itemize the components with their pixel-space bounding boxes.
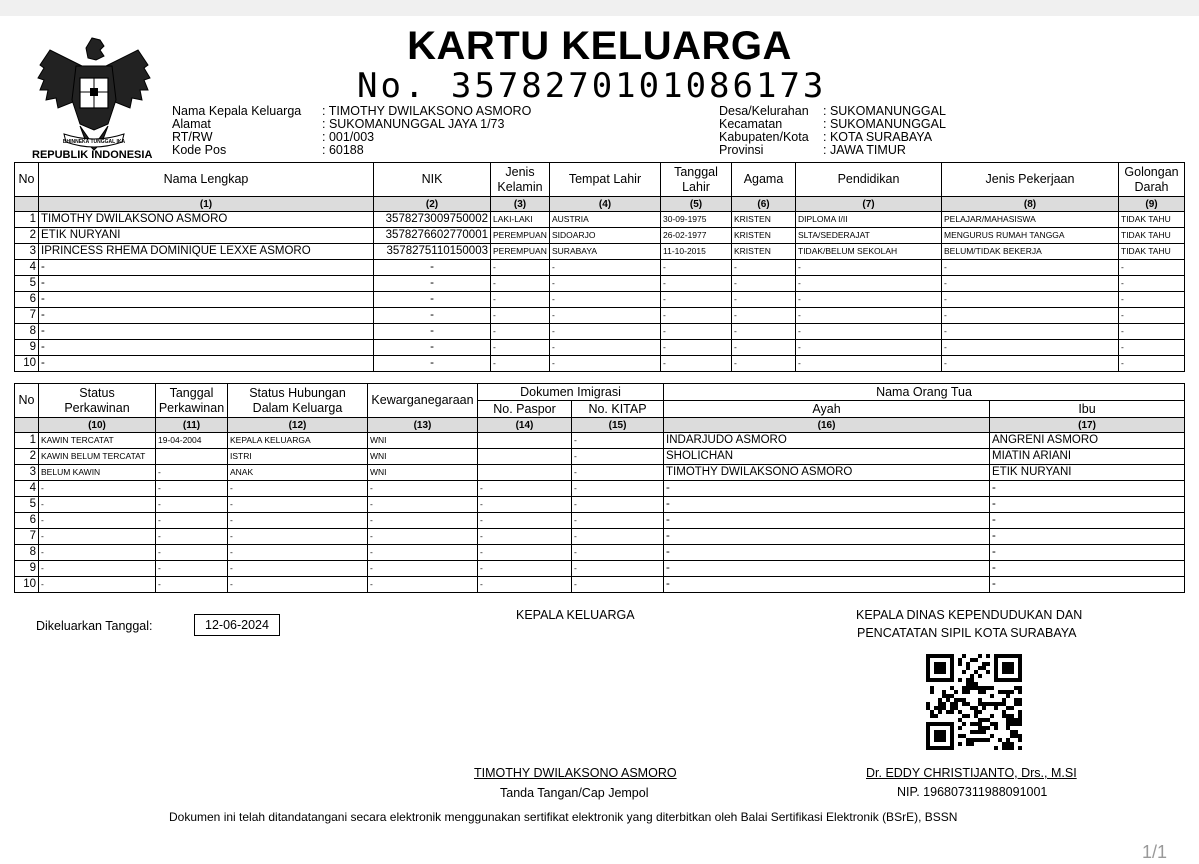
official-nip: NIP. 196807311988091001 (897, 785, 1048, 799)
dinas-title-line-1: KEPALA DINAS KEPENDUDUKAN DAN (856, 608, 1083, 622)
table-cell: - (491, 292, 550, 308)
col-number: (11) (156, 418, 228, 433)
table-cell: - (942, 308, 1119, 324)
table-cell: DIPLOMA I/II (796, 212, 942, 228)
table-cell: 26-02-1977 (661, 228, 732, 244)
col-number: (10) (39, 418, 156, 433)
col-header: Tanggal Perkawinan (156, 384, 228, 418)
issued-label: Dikeluarkan Tanggal: (36, 619, 153, 633)
table-cell: - (990, 513, 1185, 529)
table-cell: SIDOARJO (550, 228, 661, 244)
table-cell: - (374, 276, 491, 292)
table-cell: - (550, 276, 661, 292)
table-cell: - (156, 561, 228, 577)
table-cell: TIDAK TAHU (1119, 228, 1185, 244)
table-cell: BELUM KAWIN (39, 465, 156, 481)
col-header: Pendidikan (796, 163, 942, 197)
table-cell: - (478, 497, 572, 513)
table-cell: - (478, 513, 572, 529)
table-cell: - (732, 356, 796, 372)
table-cell: - (732, 340, 796, 356)
col-header: Ayah (664, 401, 990, 418)
table-cell: - (374, 356, 491, 372)
info-label: RT/RW (172, 130, 213, 144)
family-status-table (14, 383, 1185, 593)
info-right-values (823, 105, 946, 157)
table-cell: - (732, 308, 796, 324)
table-cell: - (661, 340, 732, 356)
num-cell (15, 197, 39, 212)
col-header: Golongan Darah (1119, 163, 1185, 197)
table-cell: - (661, 356, 732, 372)
table-cell: - (478, 481, 572, 497)
table-cell: - (942, 324, 1119, 340)
kepala-keluarga-sub: Tanda Tangan/Cap Jempol (500, 786, 649, 800)
col-header: No (15, 384, 39, 418)
table-row (15, 276, 1185, 292)
table-row (15, 513, 1185, 529)
table-cell: - (478, 529, 572, 545)
kk-number: No. 3578270101086173 (357, 66, 827, 106)
table-cell: MIATIN ARIANI (990, 449, 1185, 465)
table-cell: - (732, 276, 796, 292)
table-cell: 3 (15, 465, 39, 481)
col-header: Jenis Kelamin (491, 163, 550, 197)
table-cell: - (550, 324, 661, 340)
qr-code-icon (926, 654, 1022, 750)
col-header: No (15, 163, 39, 197)
info-label: Nama Kepala Keluarga (172, 104, 302, 118)
table-cell: - (572, 577, 664, 593)
table-cell: 5 (15, 276, 39, 292)
table-cell: - (661, 260, 732, 276)
table-cell: - (1119, 340, 1185, 356)
table-cell: 7 (15, 529, 39, 545)
table-row (15, 212, 1185, 228)
table-cell: SURABAYA (550, 244, 661, 260)
col-number: (7) (796, 197, 942, 212)
table-cell: 8 (15, 545, 39, 561)
table-cell: TIDAK TAHU (1119, 244, 1185, 260)
table-cell: - (374, 324, 491, 340)
col-header: Nama Orang Tua (664, 384, 1185, 401)
col-number: (15) (572, 418, 664, 433)
table-cell: 4 (15, 481, 39, 497)
table-cell: - (478, 545, 572, 561)
table-cell: - (661, 324, 732, 340)
info-value: : KOTA SURABAYA (823, 130, 933, 144)
col-number: (4) (550, 197, 661, 212)
table-cell: 2 (15, 228, 39, 244)
table-cell: 1 (15, 212, 39, 228)
table-row (15, 433, 1185, 449)
table-cell: - (228, 481, 368, 497)
table-cell: - (478, 561, 572, 577)
issued-date: 12-06-2024 (194, 614, 280, 636)
info-value: : JAWA TIMUR (823, 143, 906, 157)
table-cell: - (572, 465, 664, 481)
info-value: : 60188 (322, 143, 364, 157)
table-cell: KRISTEN (732, 244, 796, 260)
table-cell: ANGRENI ASMORO (990, 433, 1185, 449)
dinas-title-line-2: PENCATATAN SIPIL KOTA SURABAYA (857, 626, 1077, 640)
kk-document (0, 16, 1199, 864)
col-number: (9) (1119, 197, 1185, 212)
table-cell: - (228, 577, 368, 593)
info-left-labels (172, 105, 301, 157)
table-row (15, 260, 1185, 276)
info-label: Provinsi (719, 143, 764, 157)
table-cell: - (990, 497, 1185, 513)
table-cell: - (39, 324, 374, 340)
e-signature-note: Dokumen ini telah ditandatangani secara elektronik menggunakan sertifikat elektronik yang diterbitkan oleh Balai Sertifikasi Elektronik (BSrE), BSSN (169, 810, 958, 824)
table-row (15, 356, 1185, 372)
table-cell: - (572, 481, 664, 497)
table-cell: - (228, 561, 368, 577)
table-cell: - (368, 577, 478, 593)
table-cell: - (39, 276, 374, 292)
table-cell: - (228, 513, 368, 529)
table-cell: ANAK (228, 465, 368, 481)
table-cell: IPRINCESS RHEMA DOMINIQUE LEXXE ASMORO (39, 244, 374, 260)
col-header: Nama Lengkap (39, 163, 374, 197)
table-row (15, 308, 1185, 324)
col-header: Status Perkawinan (39, 384, 156, 418)
table-row (15, 449, 1185, 465)
table-cell: - (491, 340, 550, 356)
table-cell: - (156, 481, 228, 497)
table-cell: - (664, 497, 990, 513)
col-header: NIK (374, 163, 491, 197)
table-cell: 3578275110150003 (374, 244, 491, 260)
table-cell: 10 (15, 356, 39, 372)
info-label: Kecamatan (719, 117, 783, 131)
table-cell: - (368, 545, 478, 561)
table-cell: - (942, 260, 1119, 276)
col-number: (17) (990, 418, 1185, 433)
table-cell: - (572, 513, 664, 529)
col-number: (3) (491, 197, 550, 212)
table-cell: - (39, 308, 374, 324)
table-cell: - (156, 529, 228, 545)
info-right-labels (719, 105, 809, 157)
table-cell: TIMOTHY DWILAKSONO ASMORO (39, 212, 374, 228)
table-cell: - (550, 260, 661, 276)
table-cell: ISTRI (228, 449, 368, 465)
table-cell: - (156, 465, 228, 481)
table-cell: ETIK NURYANI (990, 465, 1185, 481)
table-cell: 7 (15, 308, 39, 324)
table-cell: - (661, 276, 732, 292)
table-cell: - (796, 356, 942, 372)
table-row (15, 561, 1185, 577)
col-header: Tempat Lahir (550, 163, 661, 197)
table-cell: - (664, 513, 990, 529)
table-cell: - (39, 340, 374, 356)
col-number: (2) (374, 197, 491, 212)
table-cell: - (1119, 356, 1185, 372)
table-cell: 6 (15, 292, 39, 308)
table-cell: WNI (368, 465, 478, 481)
page-indicator: 1/1 (1141, 842, 1167, 862)
table-cell: INDARJUDO ASMORO (664, 433, 990, 449)
col-number: (12) (228, 418, 368, 433)
table-cell: - (491, 356, 550, 372)
info-label: Kode Pos (172, 143, 227, 157)
col-number: (14) (478, 418, 572, 433)
table-cell: KEPALA KELUARGA (228, 433, 368, 449)
table-cell: 3 (15, 244, 39, 260)
table-cell: - (550, 308, 661, 324)
info-value: : SUKOMANUNGGAL (823, 117, 946, 131)
table-cell: - (156, 497, 228, 513)
table-cell: - (156, 577, 228, 593)
table-cell: - (1119, 308, 1185, 324)
table-cell: - (228, 545, 368, 561)
table-cell: - (942, 276, 1119, 292)
num-cell (15, 418, 39, 433)
table-cell: - (664, 577, 990, 593)
table-cell: - (491, 276, 550, 292)
table-cell: LAKI-LAKI (491, 212, 550, 228)
col-number: (1) (39, 197, 374, 212)
table-cell: - (732, 260, 796, 276)
table-cell: 8 (15, 324, 39, 340)
info-value: : 001/003 (322, 130, 375, 144)
family-members-table (14, 162, 1185, 372)
table-cell: - (990, 481, 1185, 497)
table-row (15, 481, 1185, 497)
table-cell: - (796, 324, 942, 340)
table-cell: - (664, 561, 990, 577)
table-cell: - (491, 260, 550, 276)
table-cell: - (796, 292, 942, 308)
table-cell: - (39, 292, 374, 308)
table-row (15, 228, 1185, 244)
table-cell: - (796, 340, 942, 356)
table-cell: - (942, 340, 1119, 356)
table-cell: 3578276602770001 (374, 228, 491, 244)
table-cell: - (664, 481, 990, 497)
table-cell: - (368, 497, 478, 513)
table-cell: - (796, 308, 942, 324)
table-cell: - (942, 356, 1119, 372)
col-header: Tanggal Lahir (661, 163, 732, 197)
info-label: Kabupaten/Kota (719, 130, 809, 144)
col-header: Status Hubungan Dalam Keluarga (228, 384, 368, 418)
col-number: (13) (368, 418, 478, 433)
table-cell: - (39, 481, 156, 497)
col-header: Ibu (990, 401, 1185, 418)
table-cell: - (368, 481, 478, 497)
table-cell: - (661, 308, 732, 324)
table-cell: - (550, 356, 661, 372)
table-cell: - (796, 260, 942, 276)
col-header: Dokumen Imigrasi (478, 384, 664, 401)
emblem-caption: REPUBLIK INDONESIA (32, 149, 153, 161)
table-cell: - (374, 340, 491, 356)
table-cell: - (368, 529, 478, 545)
table-cell: TIDAK/BELUM SEKOLAH (796, 244, 942, 260)
table-cell: 6 (15, 513, 39, 529)
table-cell: - (990, 545, 1185, 561)
table-cell: - (664, 545, 990, 561)
table-cell: PEREMPUAN (491, 228, 550, 244)
table-cell: SHOLICHAN (664, 449, 990, 465)
table-row (15, 465, 1185, 481)
table-cell: AUSTRIA (550, 212, 661, 228)
official-name: Dr. EDDY CHRISTIJANTO, Drs., M.SI (866, 766, 1077, 780)
table-cell: 10 (15, 577, 39, 593)
table-cell: KAWIN TERCATAT (39, 433, 156, 449)
table-row (15, 529, 1185, 545)
table-cell: - (491, 324, 550, 340)
table-cell: KAWIN BELUM TERCATAT (39, 449, 156, 465)
table-cell: - (39, 260, 374, 276)
table-cell: - (156, 545, 228, 561)
table-cell: - (39, 529, 156, 545)
table-cell: SLTA/SEDERAJAT (796, 228, 942, 244)
table-cell: - (572, 561, 664, 577)
info-label: Desa/Kelurahan (719, 104, 809, 118)
table-row (15, 497, 1185, 513)
table-row (15, 577, 1185, 593)
table-cell: - (374, 308, 491, 324)
table-cell: - (550, 292, 661, 308)
table-cell (478, 433, 572, 449)
table-cell: TIMOTHY DWILAKSONO ASMORO (664, 465, 990, 481)
table-cell: - (572, 529, 664, 545)
table-cell: - (572, 449, 664, 465)
table-cell: - (732, 324, 796, 340)
table-cell: MENGURUS RUMAH TANGGA (942, 228, 1119, 244)
table-cell: ETIK NURYANI (39, 228, 374, 244)
table-cell (156, 449, 228, 465)
table-cell: - (664, 529, 990, 545)
table-cell: - (228, 497, 368, 513)
table-row (15, 324, 1185, 340)
table-cell: - (1119, 260, 1185, 276)
table-cell: - (942, 292, 1119, 308)
table-cell: - (491, 308, 550, 324)
table-cell: WNI (368, 449, 478, 465)
table-cell: 1 (15, 433, 39, 449)
table-cell: - (550, 340, 661, 356)
col-header: Agama (732, 163, 796, 197)
table-cell: - (1119, 324, 1185, 340)
table-cell: TIDAK TAHU (1119, 212, 1185, 228)
table-cell: - (990, 529, 1185, 545)
table-cell: - (478, 577, 572, 593)
table-cell: - (39, 545, 156, 561)
col-header: No. Paspor (478, 401, 572, 418)
table-cell: 9 (15, 340, 39, 356)
table-cell: - (39, 513, 156, 529)
table-cell: - (990, 577, 1185, 593)
table-cell: BELUM/TIDAK BEKERJA (942, 244, 1119, 260)
col-number: (16) (664, 418, 990, 433)
col-number: (8) (942, 197, 1119, 212)
table-cell: - (39, 561, 156, 577)
table-cell: - (1119, 276, 1185, 292)
table-cell: - (796, 276, 942, 292)
kepala-keluarga-name: TIMOTHY DWILAKSONO ASMORO (474, 766, 677, 780)
table-cell: - (990, 561, 1185, 577)
info-label: Alamat (172, 117, 211, 131)
table-cell: - (228, 529, 368, 545)
info-value: : SUKOMANUNGGAL (823, 104, 946, 118)
table-cell: - (1119, 292, 1185, 308)
col-header: Jenis Pekerjaan (942, 163, 1119, 197)
table-cell: KRISTEN (732, 212, 796, 228)
table-cell: PEREMPUAN (491, 244, 550, 260)
table-cell: 2 (15, 449, 39, 465)
table-row (15, 340, 1185, 356)
table-cell: 5 (15, 497, 39, 513)
svg-text:BHINNEKA TUNGGAL IKA: BHINNEKA TUNGGAL IKA (62, 139, 126, 145)
table-cell (478, 465, 572, 481)
table-cell: - (374, 292, 491, 308)
table-cell: - (39, 497, 156, 513)
table-cell: - (39, 356, 374, 372)
table-cell: 11-10-2015 (661, 244, 732, 260)
table-cell: KRISTEN (732, 228, 796, 244)
table-cell (478, 449, 572, 465)
table-cell: - (156, 513, 228, 529)
table-cell: - (572, 433, 664, 449)
table-cell: - (374, 260, 491, 276)
info-left-values (322, 105, 531, 157)
table-cell: PELAJAR/MAHASISWA (942, 212, 1119, 228)
table-cell: 30-09-1975 (661, 212, 732, 228)
table-cell: 3578273009750002 (374, 212, 491, 228)
table-cell: - (732, 292, 796, 308)
table-row (15, 244, 1185, 260)
kepala-keluarga-title: KEPALA KELUARGA (516, 608, 635, 622)
table-row (15, 545, 1185, 561)
table-cell: - (572, 545, 664, 561)
table-cell: 19-04-2004 (156, 433, 228, 449)
info-value: : SUKOMANUNGGAL JAYA 1/73 (322, 117, 505, 131)
table-cell: - (661, 292, 732, 308)
col-number: (6) (732, 197, 796, 212)
table-cell: - (39, 577, 156, 593)
table-cell: 4 (15, 260, 39, 276)
info-value: : TIMOTHY DWILAKSONO ASMORO (322, 104, 532, 118)
table-cell: - (368, 561, 478, 577)
document-title: KARTU KELUARGA (407, 24, 792, 68)
col-header: Kewarganegaraan (368, 384, 478, 418)
col-number: (5) (661, 197, 732, 212)
table-cell: - (572, 497, 664, 513)
table-row (15, 292, 1185, 308)
table-cell: - (368, 513, 478, 529)
table-cell: 9 (15, 561, 39, 577)
table-cell: WNI (368, 433, 478, 449)
col-header: No. KITAP (572, 401, 664, 418)
